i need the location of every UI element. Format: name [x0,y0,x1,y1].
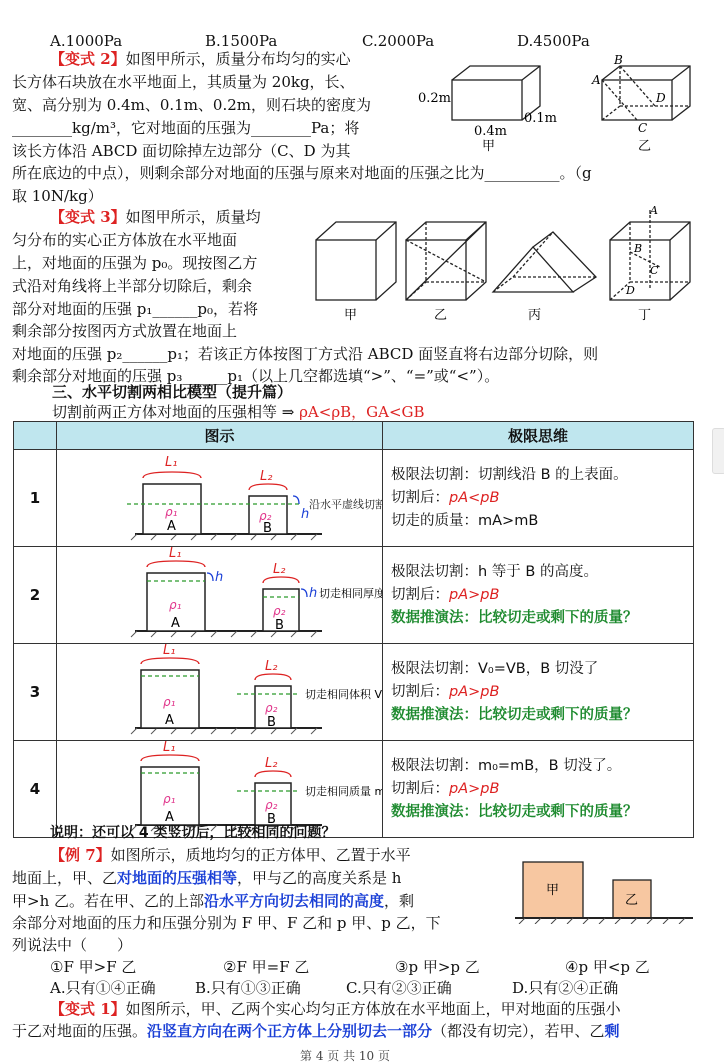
svg-text:切走相同质量 m₀: 切走相同质量 m₀ [305,785,382,798]
svg-text:ρ₁: ρ₁ [163,792,176,806]
cuboid-yi [602,66,690,120]
svg-text:L₂: L₂ [265,659,278,674]
stmt-2: ②F 甲=F 乙 [223,958,310,976]
label-b: B [634,242,643,255]
v2-line-6: 所在底边的中点），则剩余部分对地面的压强与原来对地面的压强之比为__________。（g [12,164,592,182]
ex7-line-5: 列说法中（ ） [12,936,133,954]
row-num: 4 [14,741,57,838]
svg-text:L₁: L₁ [163,741,176,755]
option-c: C.2000Pa [362,32,435,50]
table-row [14,547,694,644]
svg-text:ρ₁: ρ₁ [163,695,176,709]
label-bing: 丙 [528,308,542,323]
v3-line-3: 上，对地面的压强为 p₀。现按图乙方 [12,254,258,272]
svg-text:A: A [171,616,180,631]
row-1-diagram [57,450,382,542]
svg-text:ρ₂: ρ₂ [259,509,272,523]
svg-text:切走相同厚度: 切走相同厚度 [319,587,382,600]
row-3-diagram [57,644,382,736]
svg-text:L₁: L₁ [163,644,176,658]
svg-text:B: B [267,812,276,827]
svg-text:B: B [263,521,272,536]
page-footer: 第 4 页 共 10 页 [300,1049,390,1063]
svg-text:L₂: L₂ [260,469,273,484]
v3-line-1: 【变式 3】如图甲所示，质量均 [50,208,261,226]
choice-a: A.只有①④正确 [50,979,156,997]
v3-line-6: 剩余部分按图丙方式放置在地面上 [12,322,238,340]
v2-line-1: 【变式 2】如图甲所示，质量分布均匀的实心 [50,50,351,68]
svg-text:A: A [165,810,174,825]
v2-line-3: 宽、高分别为 0.4m、0.1m、0.2m，则石块的密度为 [12,96,372,114]
label-jia: 甲 [546,883,560,898]
section-title: 三、水平切割两相比模型（提升篇） [52,383,293,401]
v3-line-4: 式沿对角线将上半部分切除后，剩余 [12,277,253,295]
row-num: 1 [14,450,57,547]
section-premise: 切割前两正方体对地面的压强相等 ⇒ ρA<ρB，GA<GB [52,403,425,421]
label-d: D [626,284,635,297]
header-figure: 图示 [57,422,383,450]
v2-line-7: 取 10N/kg） [12,187,103,205]
table-row [14,450,694,547]
option-d: D.4500Pa [517,32,590,50]
ex7-line-3: 甲>h 乙。若在甲、乙的上部沿水平方向切去相同的高度，剩 [12,892,415,910]
row-figure [57,644,383,741]
label-ding: 丁 [638,308,652,323]
svg-text:ρ₂: ρ₂ [273,604,286,618]
row-thinking: 极限法切割：h 等于 B 的高度。 切割后：pA>pB 数据推演法：比较切走或剩下的质量？ [383,547,694,644]
v3-line-5: 部分对地面的压强 p₁______p₀，若将 [12,300,258,318]
ex7-line-2: 地面上，甲、乙对地面的压强相等，甲与乙的高度关系是 h [12,869,402,887]
label-height: 0.2m [418,91,452,106]
svg-text:A: A [167,519,176,534]
v1-line-1: 【变式 1】如图所示，甲、乙两个实心均匀正方体放在水平地面上，甲对地面的压强小 [50,1000,621,1018]
svg-text:切走相同体积 V₀: 切走相同体积 V₀ [305,688,382,701]
ex7-line-1: 【例 7】如图所示，质地均匀的正方体甲、乙置于水平 [50,846,411,864]
ex7-line-4: 余部分对地面的压力和压强分别为 F 甲、F 乙和 p 甲、p 乙，下 [12,914,441,932]
svg-text:L₂: L₂ [273,562,286,577]
row-thinking: 极限法切割：V₀=VB，B 切没了 切割后：pA>pB 数据推演法：比较切走或剩下的质量？ [383,644,694,741]
stmt-4: ④p 甲<p 乙 [565,958,650,976]
svg-text:ρ₂: ρ₂ [265,798,278,812]
v2-line-4: ________kg/m³，它对地面的压强为________Pa；将 [12,119,360,137]
row-num: 3 [14,644,57,741]
svg-text:L₁: L₁ [165,455,178,470]
label-b: B [614,53,623,67]
choice-d: D.只有②④正确 [512,979,619,997]
table-row [14,644,694,741]
stmt-1: ①F 甲>F 乙 [50,958,137,976]
option-b: B.1500Pa [205,32,278,50]
v3-line-7: 对地面的压强 p₂______p₁；若该正方体按图丁方式沿 ABCD 面竖直将右边部分切除，则 [12,345,599,363]
stmt-3: ③p 甲>p 乙 [395,958,480,976]
cube-figures [308,202,708,327]
row-2-diagram [57,547,382,639]
label-yi: 乙 [638,139,652,154]
label-yi: 乙 [625,893,639,908]
ex7-figure [515,856,695,924]
cube-ding [610,210,690,300]
svg-text:h: h [301,507,310,522]
svg-text:沿水平虚线切割: 沿水平虚线切割 [309,498,382,511]
row-figure [57,547,383,644]
cutting-table [13,421,694,838]
row-thinking: 极限法切割：切割线沿 B 的上表面。 切割后：pA<pB 切走的质量：mA>mB [383,450,694,547]
label-yi: 乙 [434,308,448,323]
scrollbar-handle[interactable] [712,428,724,474]
choice-c: C.只有②③正确 [346,979,452,997]
label-a: A [650,204,658,217]
v3-line-2: 匀分布的实心正方体放在水平地面 [12,231,238,249]
svg-text:ρ₁: ρ₁ [165,505,178,519]
v1-line-2: 于乙对地面的压强。沿竖直方向在两个正方体上分别切去一部分（都没有切完），若甲、乙剩 [12,1022,620,1040]
header-thinking: 极限思维 [383,422,694,450]
svg-text:A: A [165,713,174,728]
label-jia: 甲 [344,308,358,323]
svg-text:h: h [215,570,224,585]
choice-b: B.只有①③正确 [195,979,301,997]
svg-text:ρ₂: ρ₂ [265,701,278,715]
row-4-diagram [57,741,382,833]
label-c: C [650,264,659,277]
cube-yi [406,222,486,300]
cuboid-figure [412,52,702,157]
svg-text:ρ₁: ρ₁ [169,598,182,612]
svg-text:B: B [267,715,276,730]
svg-text:h: h [309,586,318,601]
header-blank [14,422,57,450]
svg-text:B: B [275,618,284,633]
row-num: 2 [14,547,57,644]
svg-text:L₂: L₂ [265,756,278,771]
label-d: D [656,91,666,105]
note: 说明：还可以 4 类竖切后，比较相同的问题？ [50,825,336,841]
label-c: C [638,121,648,135]
v2-line-2: 长方体石块放在水平地面上，其质量为 20kg，长、 [12,73,355,91]
cube-jia [316,222,396,300]
label-jia: 甲 [482,139,496,154]
prism-bing [493,232,596,292]
v3-line-8: 剩余部分对地面的压强 p₃______p₁（以上几空都选填“>”、“=”或“<”）。 [12,367,500,385]
v2-line-5: 该长方体沿 ABCD 面切除掉左边部分（C、D 为其 [12,142,351,160]
option-a: A.1000Pa [50,32,123,50]
label-a: A [592,73,601,87]
row-thinking: 极限法切割：m₀=mB，B 切没了。 切割后：pA>pB 数据推演法：比较切走或剩下的质量？ [383,741,694,838]
row-figure [57,450,383,547]
label-length: 0.4m [474,124,508,139]
svg-text:L₁: L₁ [169,547,182,561]
label-width: 0.1m [524,111,558,126]
